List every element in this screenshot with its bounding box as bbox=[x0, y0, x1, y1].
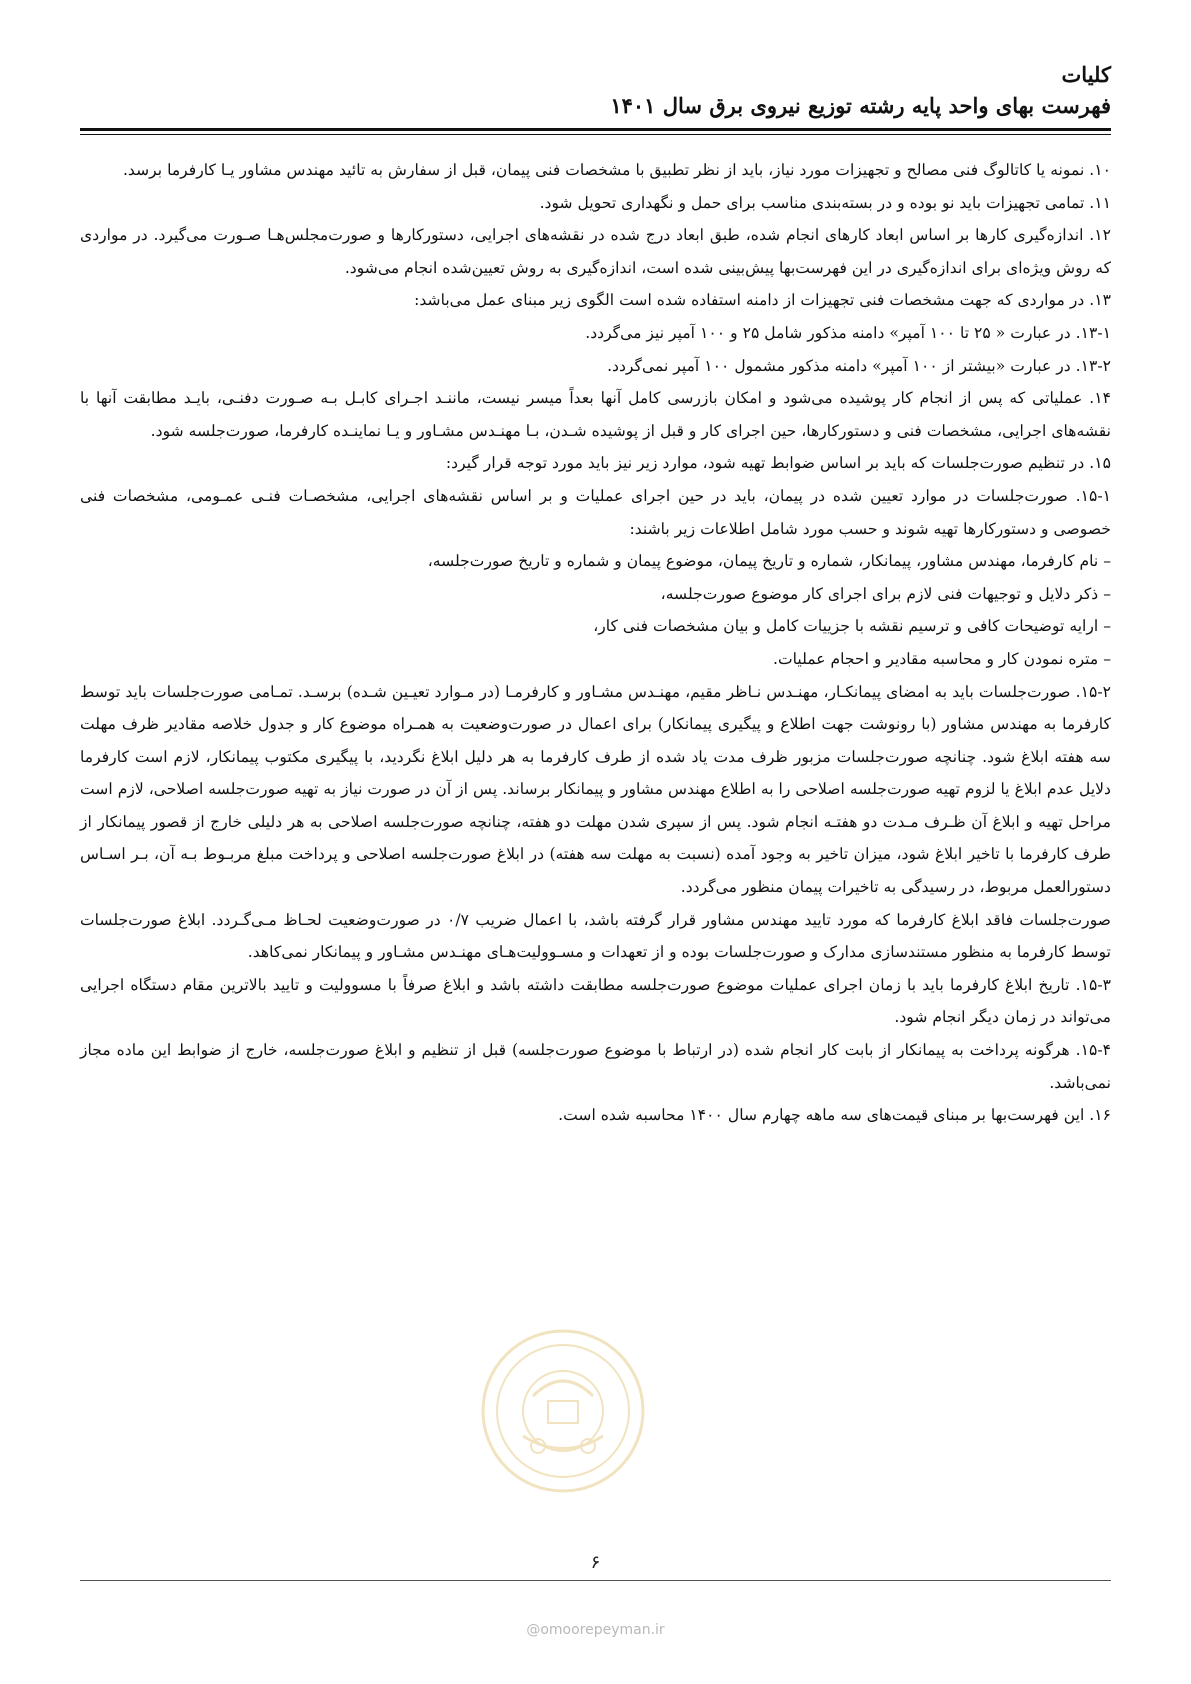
paragraph-15-4: ۱۵-۴. هرگونه پرداخت به پیمانکار از بابت کار انجام شده (در ارتباط با موضوع صورت‌جلسه) قبل از تنظیم و ابلاغ صورت‌جلسه، خارج از ضوابط این ماده مجاز نمی‌باشد. bbox=[80, 1041, 1111, 1092]
header-rule-thin bbox=[80, 134, 1111, 135]
list-item: – متره نمودن کار و محاسبه مقادیر و احجام عملیات. bbox=[772, 649, 1111, 668]
paragraph-15: ۱۵. در تنظیم صورت‌جلسات که باید بر اساس ضوابط تهیه شود، موارد زیر نیز باید مورد توجه قرار گیرد: bbox=[445, 454, 1111, 473]
page-number: ۶ bbox=[590, 1552, 601, 1573]
list-item: – نام کارفرما، مهندس مشاور، پیمانکار، شماره و تاریخ پیمان، موضوع پیمان و شماره و تاریخ صورت‌جلسه، bbox=[427, 552, 1111, 571]
paragraph-unnotified-minutes: صورت‌جلسات فاقد ابلاغ کارفرما که مورد تایید مهندس مشاور قرار گرفته باشد، با اعمال ضریب ۰/۷ در صورت‌وضعیت لحـاظ مـی‌گـردد. ابلاغ صورت‌جلسات توسط کارفرما به منظور مستندسازی مدارک و صورت‌جلسات بوده و از تعهدات و مسـوولیت‌هـای مهنـدس مشـاور و پیمانکار نمی‌کاهد. bbox=[80, 910, 1111, 962]
paragraph-15-1: ۱۵-۱. صورت‌جلسات در موارد تعیین شده در پیمان، باید در حین اجرای عملیات و بر اساس نقشه‌های اجرایی، مشخصـات فنـی عمـومی، مشخصات فنی خصوصی و دستورکارها تهیه شوند و حسب مورد شامل اطلاعات زیر باشند: bbox=[80, 486, 1111, 538]
paragraph-13: ۱۳. در مواردی که جهت مشخصات فنی تجهیزات از دامنه استفاده شده است الگوی زیر مبنای عمل می‌باشد: bbox=[414, 291, 1111, 310]
paragraph-14: ۱۴. عملیاتی که پس از انجام کار پوشیده می‌شود و امکان بازرسی کامل آنها بعداً میسر نیست، ماننـد اجـرای کابـل بـه صـورت دفنـی، بایـد مطابقت آنها با نقشه‌های اجرایی، مشخصات فنی و دستورکارها، حین اجرای کار و قبل از پوشیده شـدن، بـا مهنـدس مشـاور و یـا نماینـده کارفرما، صورت‌جلسه شود. bbox=[80, 389, 1111, 440]
section-title: کلیات bbox=[1061, 62, 1111, 87]
document-body bbox=[80, 154, 1111, 1132]
list-item: – ارایه توضیحات کافی و ترسیم نقشه با جزییات کامل و بیان مشخصات فنی کار، bbox=[593, 617, 1111, 636]
list-item: – ذکر دلایل و توجیهات فنی لازم برای اجرای کار موضوع صورت‌جلسه، bbox=[660, 584, 1111, 603]
paragraph-13-1: ۱۳-۱. در عبارت « ۲۵ تا ۱۰۰ آمپر» دامنه مذکور شامل ۲۵ و ۱۰۰ آمپر نیز می‌گردد. bbox=[585, 323, 1111, 342]
page-header bbox=[80, 60, 1111, 122]
footer-website: @omoorepeyman.ir bbox=[526, 1622, 665, 1638]
paragraph-11: ۱۱. تمامی تجهیزات باید نو بوده و در بسته‌بندی مناسب برای حمل و نگهداری تحویل شود. bbox=[539, 193, 1111, 212]
paragraph-15-2: ۱۵-۲. صورت‌جلسات باید به امضای پیمانکـار، مهنـدس نـاظر مقیم، مهنـدس مشـاور و کارفرمـا (در مـوارد تعیـین شـده) برسـد. تمـامی صورت‌جلسات باید توسط کارفرما به مهندس مشاور (با رونوشت جهت اطلاع و پیگیری پیمانکار) برای اعمال در صورت‌وضعیت به همـراه موضوع کار و جدول خلاصه مقادیر ظرف مهلت سه هفته ابلاغ شود. چنانچه صورت‌جلسات مزبور ظرف مدت یاد شده از طرف کارفرما به هر دلیل ابلاغ نگردید، با پیگیری مکتوب پیمانکار، لازم است کارفرما دلایل عدم ابلاغ یا لزوم تهیه صورت‌جلسه اصلاحی را به اطلاع مهندس مشاور و پیمانکار برساند. پس از آن در صورت نیاز به تهیه صورت‌جلسه اصلاحی، لازم است مراحل تهیه و ابلاغ آن ظـرف مـدت دو هفتـه انجام شود. پس از سپری شدن مهلت دو هفته، چنانچه صورت‌جلسه اصلاحی به هر دلیلی خارج از قصور پیمانکار از طرف کارفرما با تاخیر ابلاغ شود، میزان تاخیر به وجود آمده (نسبت به مهلت سه هفته) در ابلاغ صورت‌جلسه اصلاحی و پرداخت مبلغ مربـوط بـه آن، بـر اسـاس دستورالعمل مربوط، در رسیدگی به تاخیرات پیمان منظور می‌گردد. bbox=[80, 682, 1111, 897]
paragraph-10: ۱۰. نمونه یا کاتالوگ فنی مصالح و تجهیزات مورد نیاز، باید از نظر تطبیق با مشخصات فنی پیمان، قبل از سفارش به تائید مهندس مشاور یـا کارفرما برسد. bbox=[122, 161, 1111, 179]
document-title: فهرست بهای واحد پایه رشته توزیع نیروی برق سال ۱۴۰۱ bbox=[610, 93, 1111, 118]
paragraph-16: ۱۶. این فهرست‌بها بر مبنای قیمت‌های سه ماهه چهارم سال ۱۴۰۰ محاسبه شده است. bbox=[558, 1106, 1111, 1125]
header-rule bbox=[80, 128, 1111, 131]
paragraph-12: ۱۲. اندازه‌گیری کارها بر اساس ابعاد کارهای انجام شده، طبق ابعاد درج شده در نقشه‌های اجرایی، دستورکارها و صورت‌مجلس‌هـا صـورت می‌گیرد. در مواردی که روش ویژه‌ای برای اندازه‌گیری در این فهرست‌بها پیش‌بینی شده است، اندازه‌گیری به روش تعیین‌شده انجام می‌شود. bbox=[80, 226, 1111, 277]
footer-rule bbox=[80, 1580, 1111, 1581]
seal-icon bbox=[478, 1326, 648, 1496]
paragraph-15-3: ۱۵-۳. تاریخ ابلاغ کارفرما باید با زمان اجرای عملیات موضوع صورت‌جلسه مطابقت داشته باشد و ابلاغ صرفاً با مسوولیت و تایید بالاترین مقام دستگاه اجرایی می‌تواند در زمان دیگر انجام شود. bbox=[80, 975, 1111, 1027]
paragraph-13-2: ۱۳-۲. در عبارت «بیشتر از ۱۰۰ آمپر» دامنه مذکور مشمول ۱۰۰ آمپر نمی‌گردد. bbox=[607, 356, 1111, 375]
